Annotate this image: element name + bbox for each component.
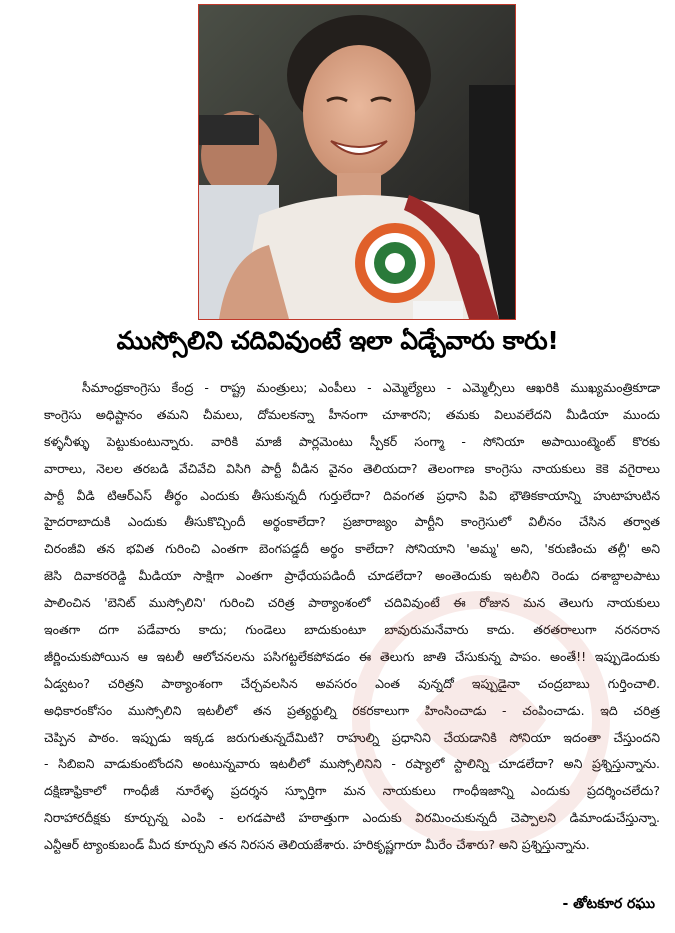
article-line: నిరాహారదీక్షకు కూర్చున్న ఎంపి - లగడపాటి హఠాత్తుగా ఎందుకు విరమించుకున్నదీ చెప్పాలని డిమాండుచేస్తున్నా. bbox=[44, 810, 660, 826]
article-line: అధికారంకోసం ముస్సోలిని ఇటలీలో తన ప్రత్యర్థుల్ని రకరకాలుగా హింసించాడు - చంపించాడు. ఇది చరిత్ర bbox=[44, 702, 660, 718]
article-line: జీర్ణించుకుపోయిన ఆ ఇటలీ ఆలోచనలను పసిగట్టలేకపోవడం ఈ తెలుగు జాతి చేసుకున్న పాపం. అంతే!! ఇప్పుడెందుకు bbox=[44, 648, 660, 664]
article-body bbox=[44, 375, 660, 859]
article-line: వారాలు, నెలల తరబడి వేచివేచి విసిగి పార్టీ వీడిన వైనం తెలియదా? తెలంగాణ కాంగ్రెసు నాయకులు కెకె వగైరాలు bbox=[44, 460, 660, 476]
article-byline: - తోటకూర రఘు bbox=[562, 896, 655, 912]
article-line: హైదరాబాదుకి ఎందుకు తీసుకొచ్చిందీ అర్థంకాలేదా? ప్రజారాజ్యం పార్టీని కాంగ్రెసులో విలీనం చేసిన తర్వాత bbox=[44, 514, 660, 530]
article-line: ఇంతగా దగా పడేవారు కాదు; గుండెలు బాదుకుంటూ బావురుమనేవారు కాదు. తరతరాలుగా నరనరాన bbox=[44, 622, 660, 638]
article-line: ఎన్టీఆర్ ట్యాంకుబండ్ మీద కూర్చుని తన నిరసన తెలియజేశారు. హరికృష్ణగారూ మీరేం చేశారు? అని ప్రశ్నిస్తున్నాను. bbox=[44, 837, 590, 853]
article-line: కాంగ్రెసు అధిష్టానం తమని చీమలు, దోమలకన్నా హీనంగా చూశారని; తమకు విలువలేదని మీడియా ముందు bbox=[44, 406, 660, 422]
article-headline: ముస్సోలిని చదివివుంటే ఇలా ఏడ్చేవారు కారు! bbox=[116, 326, 559, 355]
article-line: చిరంజీవి తన భవిత గురించి ఎంతగా బెంగపడ్డదీ అర్థం కాలేదా? సోనియాని 'అమ్మ' అని, 'కరుణించు తల్లీ' అని bbox=[44, 541, 660, 557]
article-line: సీమాంధ్రకాంగ్రెసు కేంద్ర - రాష్ట్ర మంత్రులు; ఎంపీలు - ఎమ్మెల్యేలు - ఎమ్మెల్సీలు ఆఖరికి ముఖ్యమంత్రికూడా bbox=[82, 380, 660, 395]
article-line: పాలించిన 'బెనిట్ ముస్సోలిని' గురించి చరిత్ర పాఠ్యాంశంలో చదివివుంటే ఈ రోజున మన తెలుగు నాయకులు bbox=[44, 595, 660, 611]
article-line: పార్టీ వీడి టిఆర్ఎస్ తీర్థం ఎందుకు తీసుకున్నదీ గుర్తులేదా? దివంగత ప్రధాని పివి భౌతికకాయాన్ని హుటాహుటిన bbox=[44, 487, 660, 503]
article-line: చెప్పిన పాఠం. ఇప్పుడు ఇక్కడ జరుగుతున్నదేమిటి? రాహుల్ని ప్రధానిని చేయడానికి సోనియా ఇదంతా చేస్తుందని bbox=[44, 729, 660, 745]
person-photo-icon bbox=[199, 5, 515, 319]
article-line: జెసి దివాకరరెడ్డి మీడియా సాక్షిగా ఎంతగా ప్రాధేయపడిందీ చూడలేదా? అంతెందుకు ఇటలీని రెండు దశాబ్దాలపాటు bbox=[44, 568, 660, 584]
article-line: - సిబిఐని వాడుకుంటోందని అంటున్నవారు ఇటలీలో ముస్సోలినిని - రష్యాలో స్టాలిన్ని చూడలేదా? అని ప్రశ్నిస్తున్నాను. bbox=[44, 756, 660, 772]
article-photo bbox=[198, 4, 516, 320]
article-line: కళ్ళనీళ్ళు పెట్టుకుంటున్నారు. వారికి మాజీ పార్లమెంటు స్పీకర్ సంగ్మా - సోనియా అపాయింట్మెంట్ కొరకు bbox=[44, 433, 660, 449]
article-line: ఏడ్వటం? చరిత్రని పాఠ్యాంశంగా చేర్చవలసిన అవసరం ఎంత వున్నదో ఇప్పుడైనా చంద్రబాబు గుర్తించాలి. bbox=[44, 675, 660, 691]
article-line: దక్షిణాఫ్రికాలో గాంధీజీ నూరేళ్ళ ప్రదర్శన స్ఫూర్తిగా మన నాయకులు గాంధీఇజాన్ని ఎందుకు ప్రదర్శించలేదు? bbox=[44, 783, 660, 799]
